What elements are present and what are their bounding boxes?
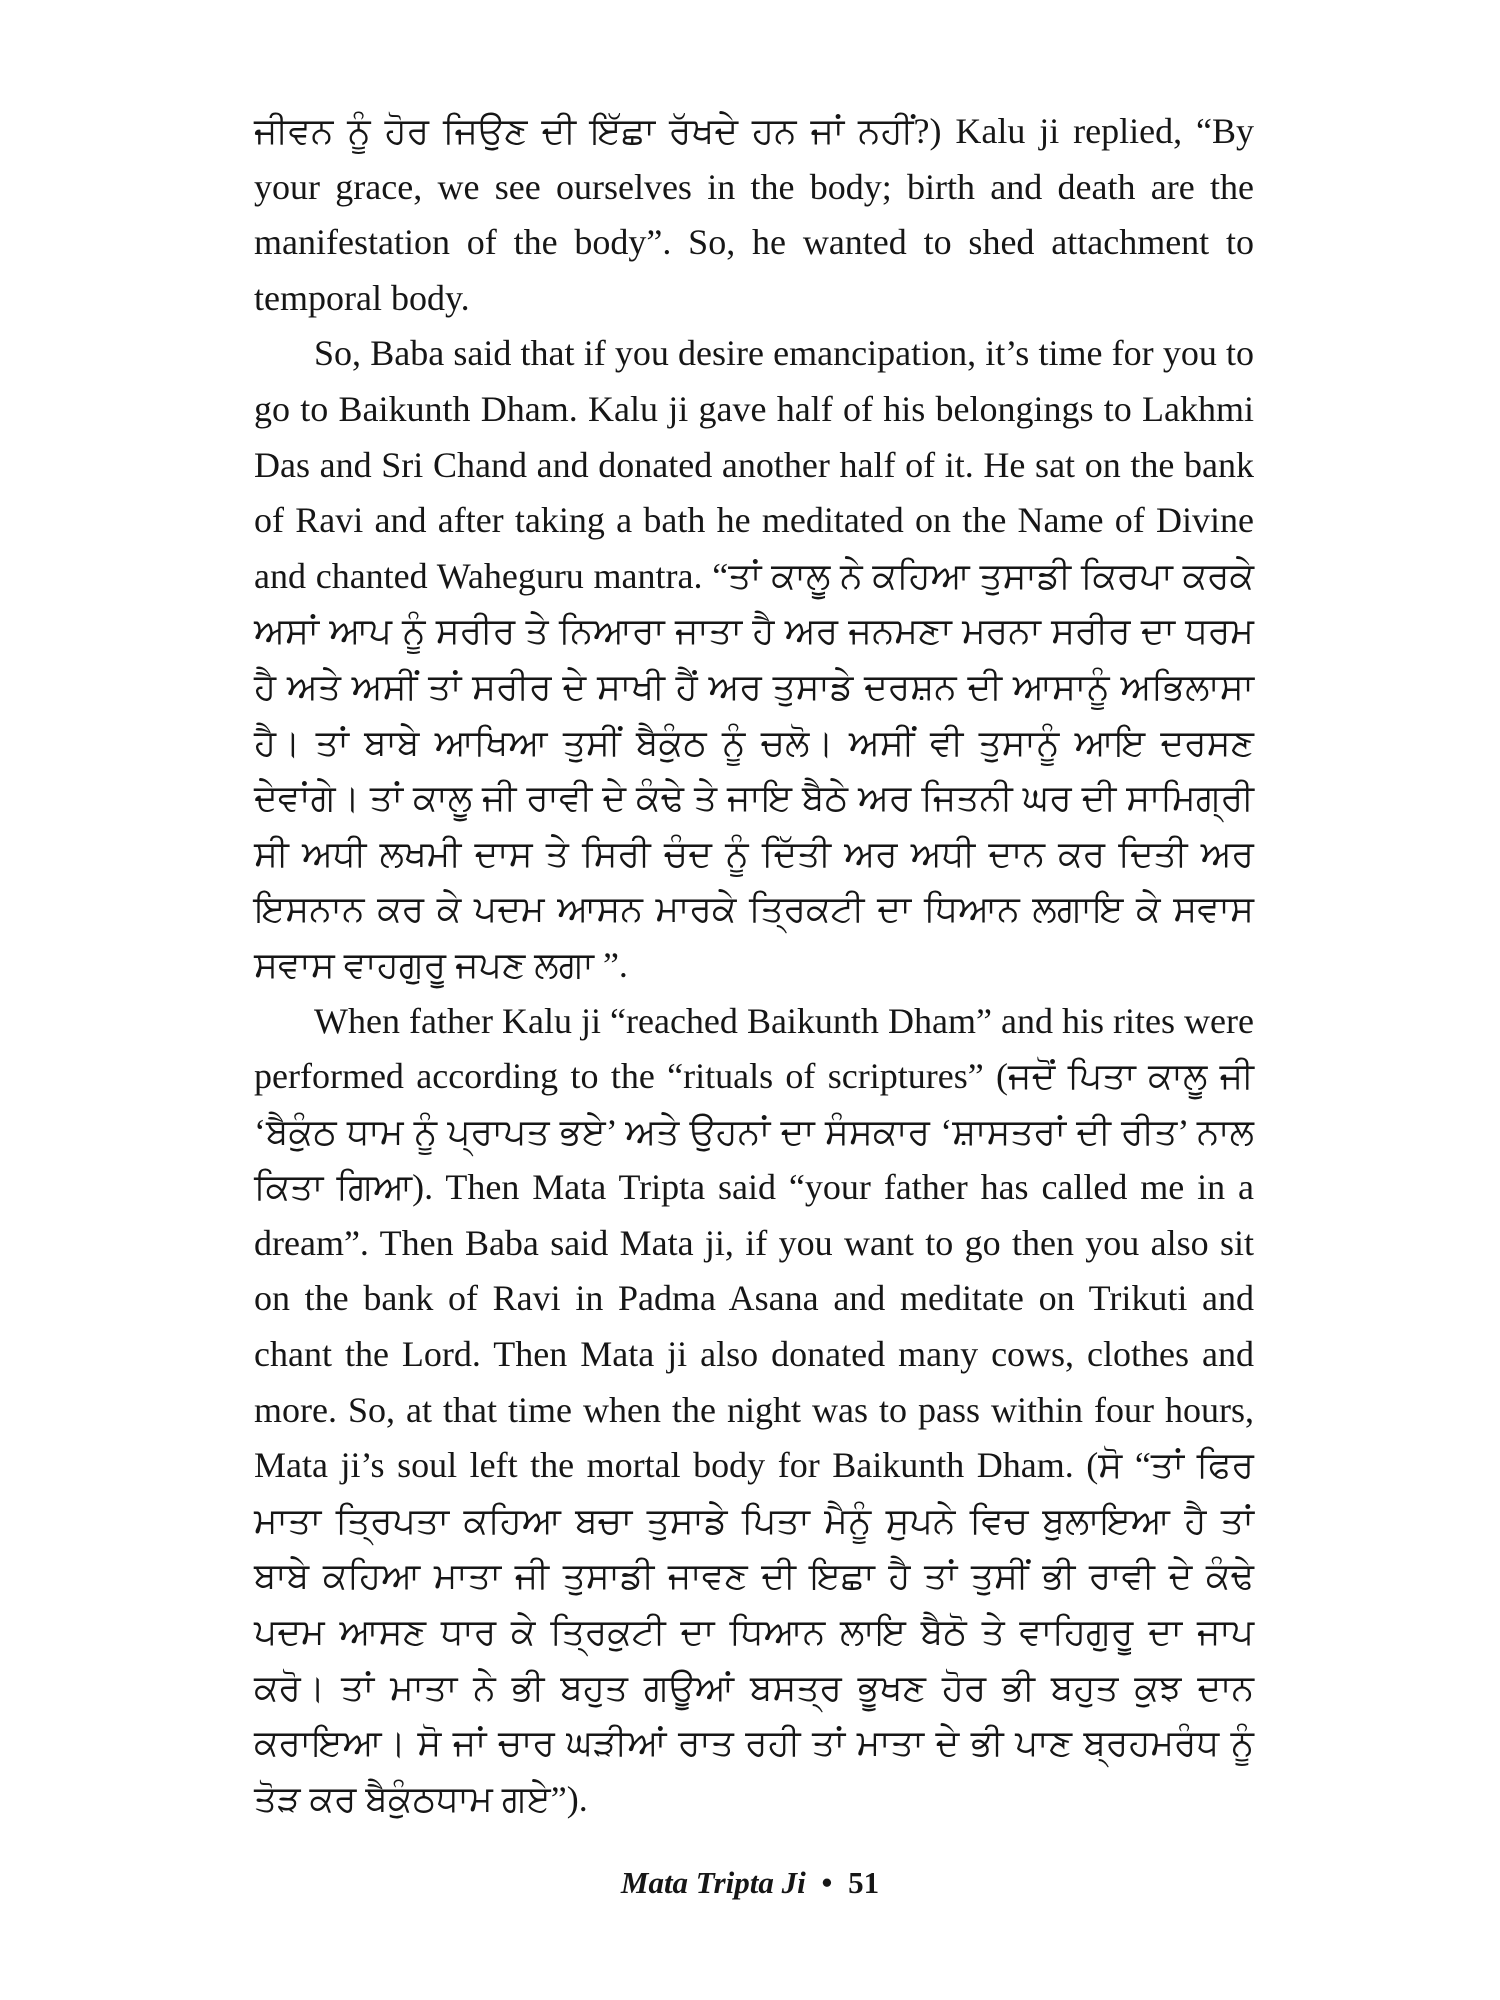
paragraph-baikunth-dham: When father Kalu ji “reached Baikunth Dham” and his rites were performed according to the “rituals of scriptures” (ਜਦੋਂ ਪਿਤਾ ਕਾਲੂ ਜੀ ‘ਬੈਕੁੰਠ ਧਾਮ ਨੂੰ ਪ੍ਰਾਪਤ ਭਏ’ ਅਤੇ ਉਹਨਾਂ ਦਾ ਸੰਸਕਾਰ ‘ਸ਼ਾਸਤਰਾਂ ਦੀ ਰੀਤ’ ਨਾਲ ਕਿਤਾ ਗਿਆ). Then Mata Tripta said “your father has called me in a dream”. Then Baba said Mata ji, if you want to go then you also sit on the bank of Ravi in Padma Asana and meditate on Trikuti and chant the Lord. Then Mata ji also donated many cows, clothes and more. So, at that time when the night was to pass within four hours, Mata ji’s soul left the mortal body for Baikunth Dham. (ਸੋ “ਤਾਂ ਫਿਰ ਮਾਤਾ ਤ੍ਰਿਪਤਾ ਕਹਿਆ ਬਚਾ ਤੁਸਾਡੇ ਪਿਤਾ ਮੈਨੂੰ ਸੁਪਨੇ ਵਿਚ ਬੁਲਾਇਆ ਹੈ ਤਾਂ ਬਾਬੇ ਕਹਿਆ ਮਾਤਾ ਜੀ ਤੁਸਾਡੀ ਜਾਵਣ ਦੀ ਇਛਾ ਹੈ ਤਾਂ ਤੁਸੀਂ ਭੀ ਰਾਵੀ ਦੇ ਕੰਢੇ ਪਦਮ ਆਸਣ ਧਾਰ ਕੇ ਤ੍ਰਿਕੁਟੀ ਦਾ ਧਿਆਨ ਲਾਇ ਬੈਠੋ ਤੇ ਵਾਹਿਗੁਰੂ ਦਾ ਜਾਪ ਕਰੋ। ਤਾਂ ਮਾਤਾ ਨੇ ਭੀ ਬਹੁਤ ਗਊਆਂ ਬਸਤ੍ਰ ਭੂਖਣ ਹੋਰ ਭੀ ਬਹੁਤ ਕੁਝ ਦਾਨ ਕਰਾਇਆ। ਸੋ ਜਾਂ ਚਾਰ ਘੜੀਆਂ ਰਾਤ ਰਹੀ ਤਾਂ ਮਾਤਾ ਦੇ ਭੀ ਪਾਣ ਬ੍ਰਹਮਰੰਧ ਨੂੰ ਤੋੜ ਕਰ ਬੈਕੁੰਠਧਾਮ ਗਏ”). bbox=[254, 1000, 1254, 1819]
footer-separator: • bbox=[821, 1865, 833, 1900]
page-footer bbox=[0, 1865, 1500, 1901]
paragraph-emancipation: So, Baba said that if you desire emancipation, it’s time for you to go to Baikunth Dham. Kalu ji gave half of his belongings to Lakhmi Das and Sri Chand and donated another half of it. He sat on the bank of Ravi and after taking a bath he meditated on the Name of Divine and chanted Waheguru mantra. “ਤਾਂ ਕਾਲੂ ਨੇ ਕਹਿਆ ਤੁਸਾਡੀ ਕਿਰਪਾ ਕਰਕੇ ਅਸਾਂ ਆਪ ਨੂੰ ਸਰੀਰ ਤੇ ਨਿਆਰਾ ਜਾਤਾ ਹੈ ਅਰ ਜਨਮਣਾ ਮਰਨਾ ਸਰੀਰ ਦਾ ਧਰਮ ਹੈ ਅਤੇ ਅਸੀਂ ਤਾਂ ਸਰੀਰ ਦੇ ਸਾਖੀ ਹੈਂ ਅਰ ਤੁਸਾਡੇ ਦਰਸ਼ਨ ਦੀ ਆਸਾਨੂੰ ਅਭਿਲਾਸਾ ਹੈ। ਤਾਂ ਬਾਬੇ ਆਖਿਆ ਤੁਸੀਂ ਬੈਕੁੰਠ ਨੂੰ ਚਲੋ। ਅਸੀਂ ਵੀ ਤੁਸਾਨੂੰ ਆਇ ਦਰਸਣ ਦੇਵਾਂਗੇ। ਤਾਂ ਕਾਲੂ ਜੀ ਰਾਵੀ ਦੇ ਕੰਢੇ ਤੇ ਜਾਇ ਬੈਠੇ ਅਰ ਜਿਤਨੀ ਘਰ ਦੀ ਸਾਮਿਗ੍ਰੀ ਸੀ ਅਧੀ ਲਖਮੀ ਦਾਸ ਤੇ ਸਿਰੀ ਚੰਦ ਨੂੰ ਦਿੱਤੀ ਅਰ ਅਧੀ ਦਾਨ ਕਰ ਦਿਤੀ ਅਰ ਇਸਨਾਨ ਕਰ ਕੇ ਪਦਮ ਆਸਨ ਮਾਰਕੇ ਤ੍ਰਿਕਟੀ ਦਾ ਧਿਆਨ ਲਗਾਇ ਕੇ ਸਵਾਸ ਸਵਾਸ ਵਾਹਗੁਰੂ ਜਪਣ ਲਗਾ ”. bbox=[254, 333, 1254, 985]
paragraph-continuation: ਜੀਵਨ ਨੂੰ ਹੋਰ ਜਿਉਣ ਦੀ ਇੱਛਾ ਰੱਖਦੇ ਹਨ ਜਾਂ ਨਹੀਂ?) Kalu ji replied, “By your grace, we see ourselves in the body; birth and death are the manifestation of the body”. So, he wanted to shed attachment to temporal body. bbox=[254, 111, 1254, 318]
running-title: Mata Tripta Ji bbox=[620, 1865, 806, 1900]
page-body bbox=[254, 104, 1254, 1827]
page-number: 51 bbox=[848, 1865, 880, 1900]
